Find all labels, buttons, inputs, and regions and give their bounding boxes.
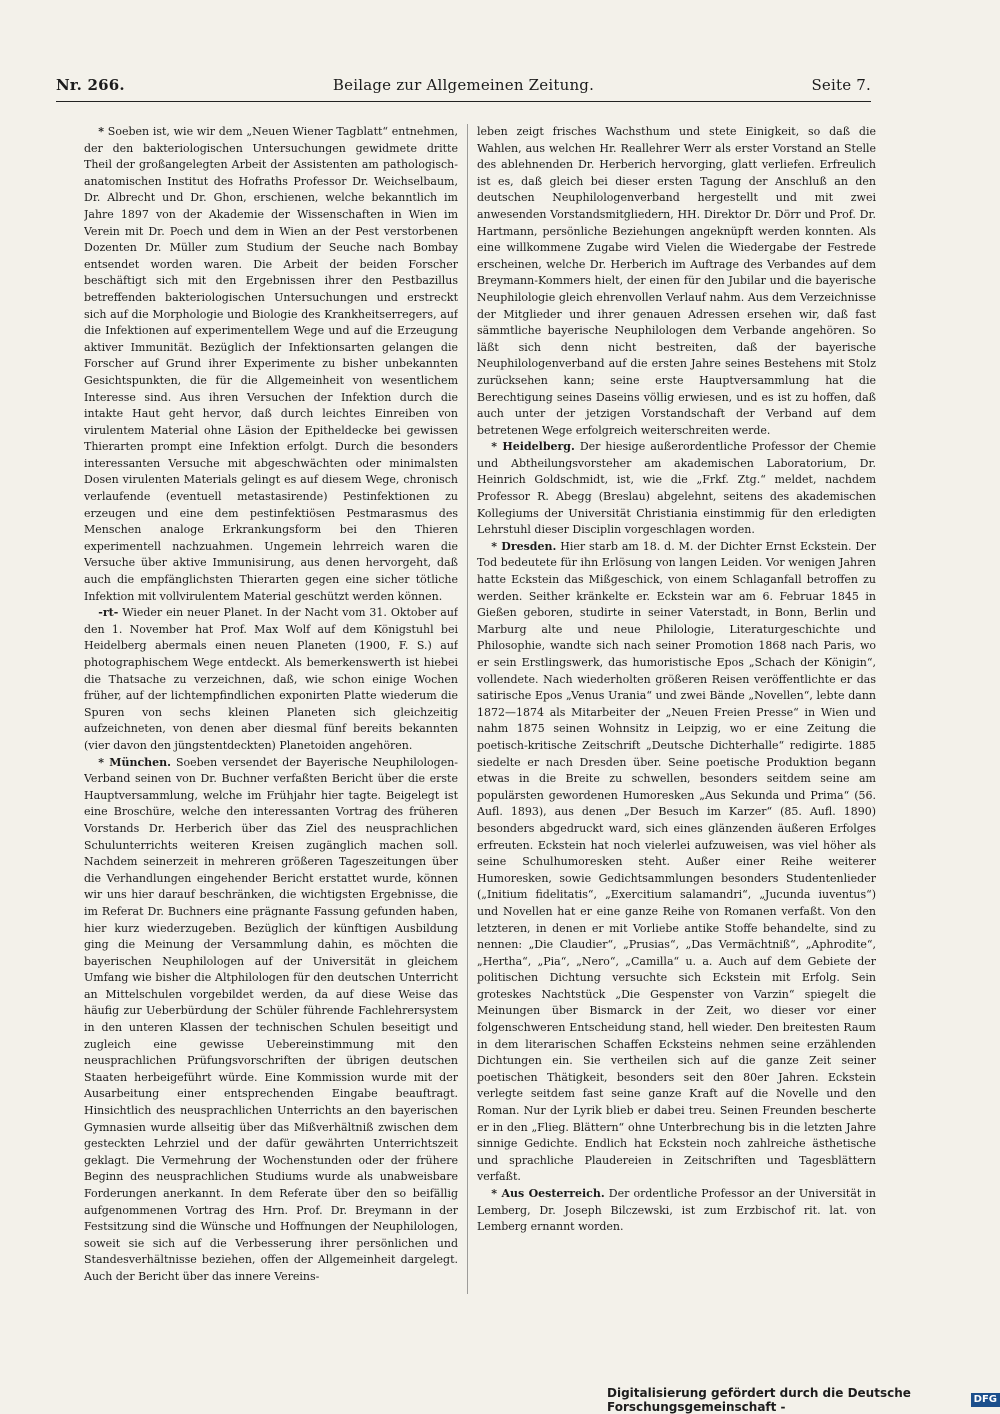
article-text: leben zeigt frisches Wachsthum und stete Einigkeit, so daß die Wahlen, aus welchen Hr. Reallehrer Werr als erster Vorstand an Stelle des ablehnenden Dr. Herberich hervorging, glatt verliefen. Erfreulich ist es, daß gleich bei dieser ersten Tagung der Anschluß an den deutschen Neuphilologenverband hergestellt und mit zwei anwesenden Vorstandsmitgliedern, HH. Direktor Dr. Dörr und Prof. Dr. Hartmann, persönliche Beziehungen angeknüpft werden konnten. Als eine willkommene Zugabe wird Vielen die Wiedergabe der Festrede erscheinen, welche Dr. Herberich im Auftrage des Verbandes auf dem Breymann-Kommers hielt, der einen für den Jubilar und die bayerische Neuphilologie gleich ehrenvollen Verlauf nahm. Aus dem Verzeichnisse der Mitglieder und ihrer genauen Adressen ersehen wir, daß fast sämmtliche bayerische Neuphilologen dem Verbande angehören. So läßt sich denn nicht bestreiten, daß der bayerische Neuphilologenverband auf die ersten Jahre seines Bestehens mit Stolz zurücksehen kann; seine erste Hauptversammlung hat die Berechtigung seines Daseins völlig erwiesen, und es ist zu hoffen, daß auch unter der jetzigen Vorstandschaft der Verband auf dem betretenen Wege erfolgreich weiterschreiten werde. — [477, 125, 876, 437]
supplement-title: Beilage zur Allgemeinen Zeitung. — [332, 76, 595, 94]
article-lead: * Aus Oesterreich. — [491, 1187, 605, 1200]
article-text: Soeben versendet der Bayerische Neuphilologen-Verband seinen von Dr. Buchner verfaßten Bericht über die erste Hauptversammlung, welche im Frühjahr hier tagte. Beigelegt ist eine Broschüre, welche den interessanten Vortrag des früheren Vorstands Dr. Herberich über das Ziel des neusprachlichen Schulunterrichts weiteren Kreisen zugänglich machen soll. Nachdem seinerzeit in mehreren größeren Tageszeitungen über die Verhandlungen eingehender Bericht erstattet wurde, können wir uns hier darauf beschränken, die wichtigsten Ergebnisse, die im Referat Dr. Buchners eine prägnante Fassung gefunden haben, hier kurz wiederzugeben. Bezüglich der künftigen Ausbildung ging die Meinung der Versammlung dahin, es möchten die bayerischen Neuphilologen auf der Universität in gleichem Umfang wie bisher die Altphilologen für den deutschen Unterricht an Mittelschulen vorgebildet werden, da auf diese Weise das häufig zur Ueberbürdung der Schüler führende Fachlehrersystem in den unteren Klassen der technischen Schulen beseitigt und zugleich eine gewisse Uebereinstimmung mit den neusprachlichen Prüfungsvorschriften der übrigen deutschen Staaten herbeigeführt würde. Eine Kommission wurde mit der Ausarbeitung einer entsprechenden Eingabe beauftragt. Hinsichtlich des neusprachlichen Unterrichts an den bayerischen Gymnasien wurde allseitig über das Mißverhältniß zwischen dem gesteckten Lehrziel und der dafür gewährten Unterrichtszeit geklagt. Die Vermehrung der Wochenstunden oder der frühere Beginn des neusprachlichen Studiums wurde als unabweisbare Forderungen anerkannt. In dem Referate über den so beifällig aufgenommenen Vortrag des Hrn. Prof. Dr. Breymann in der Festsitzung sind die Wünsche und Hoffnungen der Neuphilologen, soweit sie sich auf die Verbesserung ihrer persönlichen und Standesverhältnisse beziehen, offen der Allgemeinheit dargelegt. Auch der Bericht über das innere Vereins- — [84, 755, 458, 1283]
dfg-logo: DFG — [971, 1393, 1000, 1407]
article-muenchen — [84, 755, 458, 1286]
issue-number: Nr. 266. — [56, 76, 125, 94]
article-oesterreich — [477, 1186, 876, 1236]
column-divider — [467, 124, 468, 1294]
article-lead: * München. — [98, 755, 172, 769]
page-number: Seite 7. — [811, 76, 871, 94]
right-column — [477, 124, 876, 1294]
header-rule — [56, 101, 871, 102]
article-muenchen-continued — [477, 124, 876, 439]
article-lead: * Heidelberg. — [491, 440, 575, 454]
article-lead: -rt- — [98, 606, 119, 620]
article-new-planet — [84, 605, 458, 754]
article-lead: * — [98, 125, 105, 138]
article-text: Soeben ist, wie wir dem „Neuen Wiener Tagblatt“ entnehmen, der den bakteriologischen Untersuchungen gewidmete dritte Theil der großangelegten Arbeit der Assistenten am pathologisch-anatomischen Institut des Hofraths Professor Dr. Weichselbaum, Dr. Albrecht und Dr. Ghon, erschienen, welche bekanntlich im Jahre 1897 von der Akademie der Wissenschaften in Wien im Verein mit Dr. Poech und dem in Wien an der Pest verstorbenen Dozenten Dr. Müller zum Studium der Seuche nach Bombay entsendet worden waren. Die Arbeit der beiden Forscher beschäftigt sich mit den Ergebnissen ihrer den Pestbazillus betreffenden bakteriologischen Untersuchungen und erstreckt sich auf die Morphologie und Biologie des Krankheitserregers, auf die Infektionen auf experimentellem Wege und auf die Erzeugung aktiver Immunität. Bezüglich der Infektionsarten gelangen die Forscher auf Grund ihrer Experimente zu bisher unbekannten Gesichtspunkten, die für die Allgemeinheit von wesentlichem Interesse sind. Aus ihren Versuchen der Infektion durch die intakte Haut geht hervor, daß durch leichtes Einreiben von virulentem Material ohne Läsion der Epitheldecke bei gewissen Thierarten prompt eine Infektion erfolgt. Durch die besonders interessanten Versuche mit abgeschwächten oder minimalsten Dosen virulenten Materials gelingt es auf diesem Wege, chronisch verlaufende (eventuell metastasirende) Pestinfektionen zu erzeugen und eine dem pestinfektiösen Pestmarasmus des Menschen analoge Erkrankungsform bei den Thieren experimentell nachzuahmen. Ungemein lehrreich waren die Versuche über aktive Immunisirung, aus denen hervorgeht, daß auch die empfänglichsten Thierarten gegen eine sicher tötliche Infektion mit vollvirulentem Material geschützt werden können. — [84, 125, 458, 603]
article-text: Der ordentliche Professor an der Universität in Lemberg, Dr. Joseph Bilczewski, ist zum Erzbischof rit. lat. von Lemberg ernannt worden. — [477, 1187, 876, 1234]
footer-credit: Digitalisierung gefördert durch die Deutsche Forschungsgemeinschaft - — [607, 1385, 911, 1414]
article-text: Hier starb am 18. d. M. der Dichter Ernst Eckstein. Der Tod bedeutete für ihn Erlösung von langen Leiden. Vor wenigen Jahren hatte Eckstein das Mißgeschick, von einem Schlaganfall betroffen zu werden. Seither kränkelte er. Eckstein war am 6. Februar 1845 in Gießen geboren, studirte in seiner Vaterstadt, in Bonn, Berlin und Marburg alte und neue Philologie, Literaturgeschichte und Philosophie, wandte sich nach seiner Promotion 1868 nach Paris, wo er sein Erstlingswerk, das humoristische Epos „Schach der Königin“, vollendete. Nach wiederholten größeren Reisen veröffentlichte er das satirische Epos „Venus Urania“ und zwei Bände „Novellen“, lebte dann 1872—1874 als Mitarbeiter der „Neuen Freien Presse“ in Wien und nahm 1875 seinen Wohnsitz in Leipzig, wo er eine Zeitung die poetisch-kritische Zeitschrift „Deutsche Dichterhalle“ redigirte. 1885 siedelte er nach Dresden über. Seine poetische Produktion begann etwas in die Breite zu schwellen, besonders seitdem seine am populärsten gewordenen Humoresken „Aus Sekunda und Prima“ (56. Aufl. 1893), aus denen „Der Besuch im Karzer“ (85. Aufl. 1890) besonders abgedruckt ward, sich eines glänzenden äußeren Erfolges erfreuten. Eckstein hat noch vielerlei aufzuweisen, was viel höher als seine Schulhumoresken steht. Außer einer Reihe weiterer Humoresken, sowie Gedichtsammlungen besonders Studentenlieder („Initium fidelitatis“, „Exercitium salamandri“, „Jucunda iuventus“) und Novellen hat er eine ganze Reihe von Romanen verfaßt. Von den letzteren, in denen er mit Vorliebe antike Stoffe behandelte, sind zu nennen: „Die Claudier“, „Prusias“, „Das Vermächtniß“, „Aphrodite“, „Hertha“, „Pia“, „Nero“, „Camilla“ u. a. Auch auf dem Gebiete der politischen Dichtung versuchte sich Eckstein mit Erfolg. Sein groteskes Nachtstück „Die Gespenster von Varzin“ spiegelt die Meinungen über Bismarck in der Zeit, wo dieser vor einer folgenschweren Entscheidung stand, hell wieder. Den breitesten Raum in dem literarischen Schaffen Ecksteins nehmen seine erzählenden Dichtungen ein. Sie vertheilen sich auf die ganze Zeit seiner poetischen Thätigkeit, besonders seit den 80er Jahren. Eckstein verlegte seitdem fast seine ganze Kraft auf die Novelle und den Roman. Nur der Lyrik blieb er dabei treu. Seinen Freunden bescherte er in den „Flieg. Blättern“ ohne Unterbrechung bis in die letzten Jahre sinnige Gedichte. Endlich hat Eckstein noch zahlreiche ästhetische und sprachliche Plaudereien in Zeitschriften und Tagesblättern verfaßt. — [477, 539, 876, 1184]
article-lead: * Dresden. — [491, 539, 557, 553]
article-text: Wieder ein neuer Planet. In der Nacht vom 31. Oktober auf den 1. November hat Prof. Max Wolf auf dem Königstuhl bei Heidelberg abermals einen neuen Planeten (1900, F. S.) auf photographischem Wege entdeckt. Als bemerkenswerth ist hiebei die Thatsache zu verzeichnen, daß, wie schon einige Wochen früher, auf der lichtempfindlichen exponirten Platte wiederum die Spuren von sechs kleinen Planeten sich gleichzeitig aufzeichneten, von denen aber diesmal fünf bereits bekannten (vier davon den jüngstentdeckten) Planetoiden angehören. — [84, 606, 458, 752]
article-dresden — [477, 539, 876, 1186]
article-text: Der hiesige außerordentliche Professor der Chemie und Abtheilungsvorsteher am akademischen Laboratorium, Dr. Heinrich Goldschmidt, ist, wie die „Frkf. Ztg.“ meldet, nachdem Professor R. Abegg (Breslau) abgelehnt, seitens des akademischen Kollegiums der Universität Christiania einstimmig für den erledigten Lehrstuhl dieser Disciplin vorgeschlagen worden. — [477, 440, 876, 537]
digitization-footer — [607, 1385, 1000, 1414]
page-header — [56, 76, 871, 102]
left-column — [84, 124, 458, 1294]
article-heidelberg — [477, 439, 876, 539]
article-pest-research — [84, 124, 458, 605]
